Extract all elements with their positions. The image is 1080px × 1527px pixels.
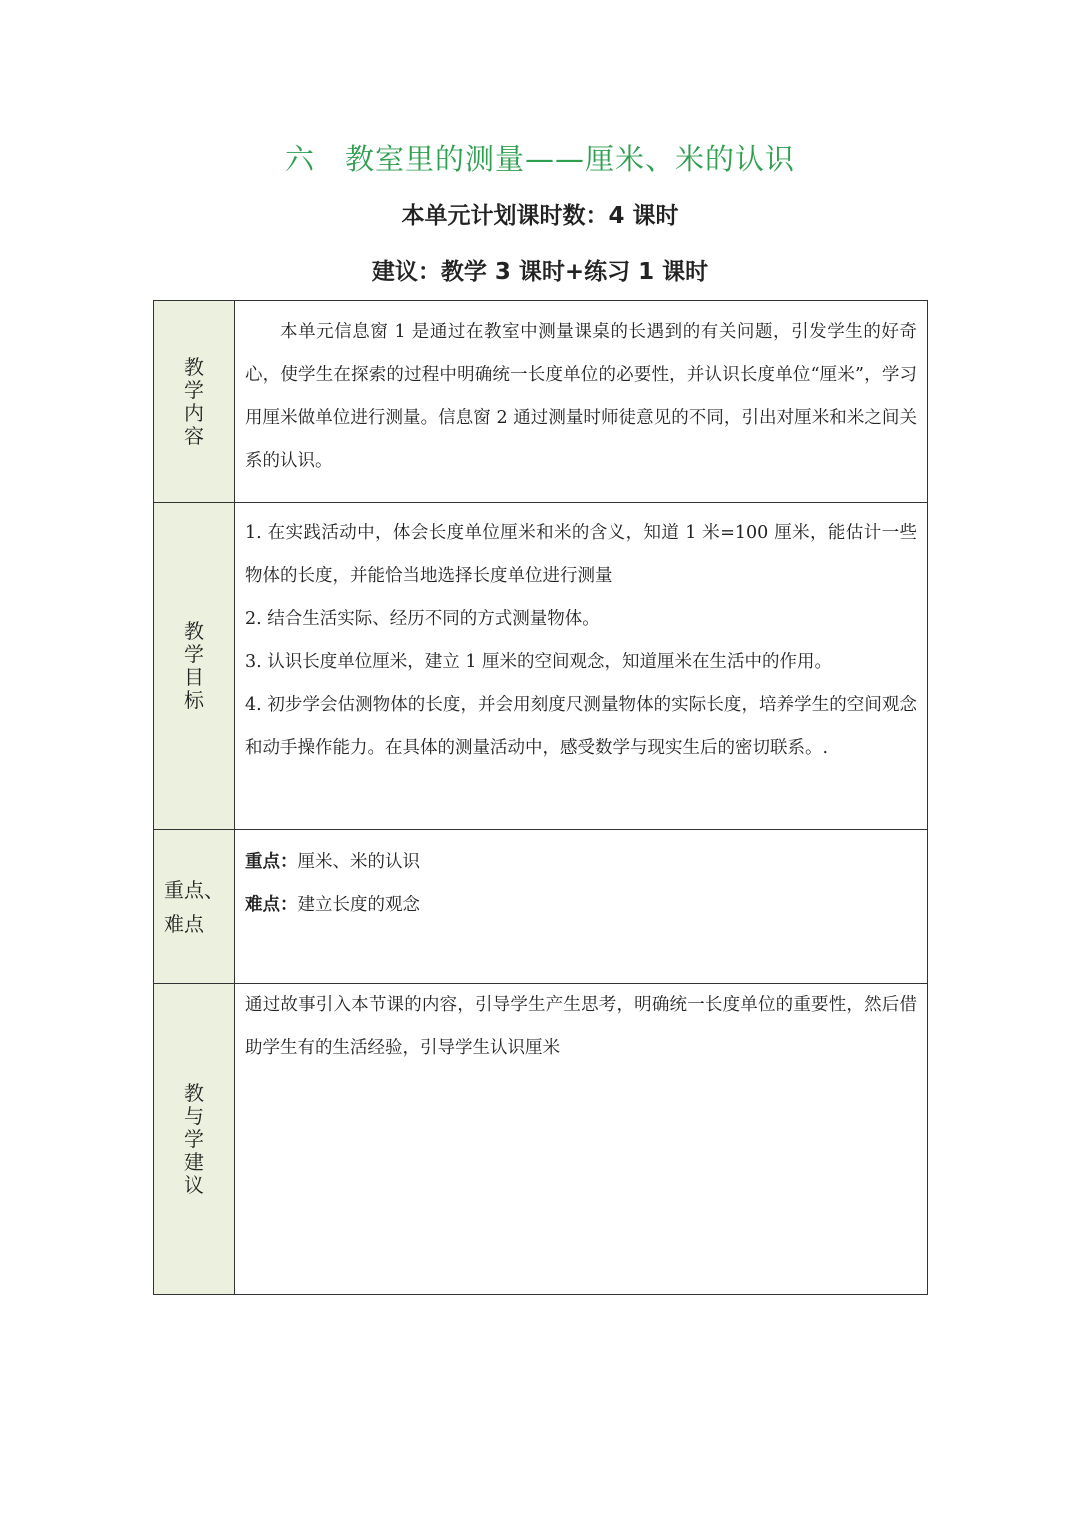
table-row-teaching-goals bbox=[154, 503, 928, 830]
table-row-teaching-advice bbox=[154, 984, 928, 1295]
difficulty-text: 建立长度的观念 bbox=[297, 895, 420, 915]
row-label-line2: 难点 bbox=[164, 911, 204, 936]
content-cell-teaching-goals bbox=[235, 503, 928, 830]
table-row-teaching-content bbox=[154, 301, 928, 503]
lesson-plan-table bbox=[153, 300, 928, 1295]
page-title bbox=[0, 137, 1080, 181]
goal-item: 1. 在实践活动中，体会长度单位厘米和米的含义，知道 1 米=100 厘米，能估计一些物体的长度，并能恰当地选择长度单位进行测量 bbox=[245, 523, 917, 586]
content-cell-teaching-content bbox=[235, 301, 928, 503]
label-cell-teaching-content bbox=[154, 301, 235, 503]
difficulty-line bbox=[245, 884, 917, 927]
key-point-text: 厘米、米的认识 bbox=[297, 852, 420, 872]
key-point-label: 重点： bbox=[245, 852, 298, 872]
key-point-line bbox=[245, 841, 917, 884]
row-label-line1: 重点、 bbox=[164, 877, 224, 902]
unit-number: 六 bbox=[284, 142, 315, 176]
difficulty-label: 难点： bbox=[245, 895, 298, 915]
planned-hours: 本单元计划课时数：4 课时 bbox=[401, 203, 679, 229]
row-label: 教与学建议 bbox=[184, 1080, 204, 1197]
content-cell-teaching-advice bbox=[235, 984, 928, 1295]
goal-item: 2. 结合生活实际、经历不同的方式测量物体。 bbox=[245, 609, 600, 629]
content-cell-key-points bbox=[235, 830, 928, 984]
row-label: 教学内容 bbox=[184, 354, 204, 448]
content-paragraph: 本单元信息窗 1 是通过在教室中测量课桌的长遇到的有关问题，引发学生的好奇心，使学生在探索的过程中明确统一长度单位的必要性，并认识长度单位“厘米”，学习用厘米做单位进行测量。信息窗 2 通过测量时师徒意见的不同，引出对厘米和米之间关系的认识。 bbox=[245, 322, 917, 471]
advice-paragraph: 通过故事引入本节课的内容，引导学生产生思考，明确统一长度单位的重要性，然后借助学生有的生活经验，引导学生认识厘米 bbox=[245, 995, 917, 1058]
label-cell-teaching-goals bbox=[154, 503, 235, 830]
hours-suggestion: 建议：教学 3 课时+练习 1 课时 bbox=[371, 259, 709, 285]
unit-title: 教室里的测量——厘米、米的认识 bbox=[345, 142, 796, 176]
label-cell-teaching-advice bbox=[154, 984, 235, 1295]
goal-item: 3. 认识长度单位厘米，建立 1 厘米的空间观念，知道厘米在生活中的作用。 bbox=[245, 652, 833, 672]
table-row-key-points bbox=[154, 830, 928, 984]
row-label bbox=[164, 873, 224, 941]
goal-item: 4. 初步学会估测物体的长度，并会用刻度尺测量物体的实际长度，培养学生的空间观念和动手操作能力。在具体的测量活动中，感受数学与现实生后的密切联系。. bbox=[245, 695, 917, 758]
row-label: 教学目标 bbox=[184, 619, 204, 712]
label-cell-key-points bbox=[154, 830, 235, 984]
